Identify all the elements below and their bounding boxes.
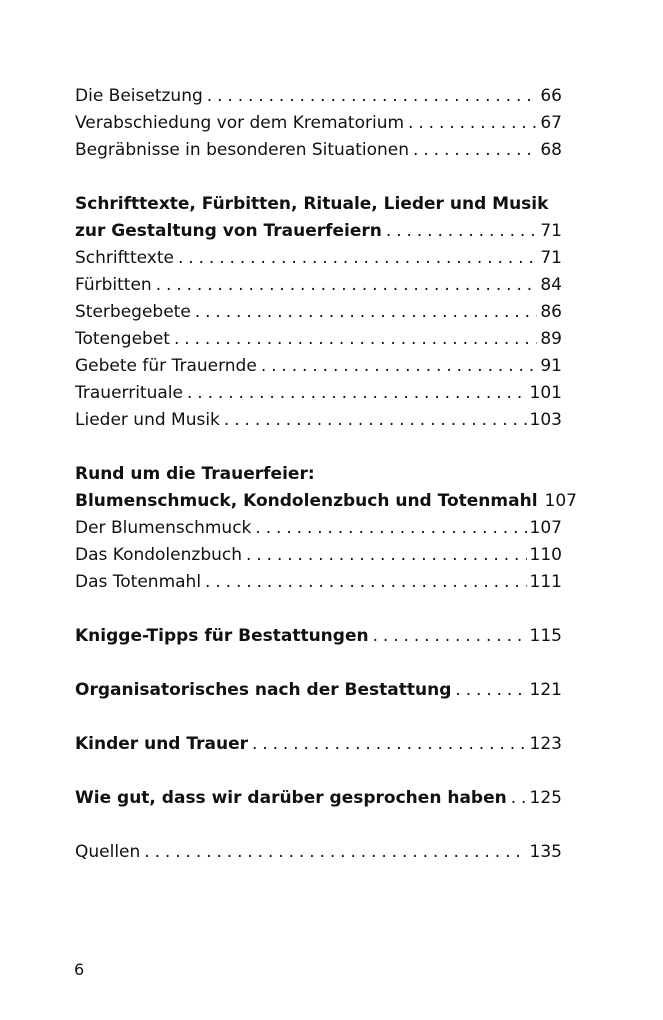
section-spacer xyxy=(75,434,562,461)
dot-leader xyxy=(174,326,537,353)
chapter-kinder-trauer[interactable] xyxy=(75,731,562,758)
toc-entry-beisetzung[interactable] xyxy=(75,83,562,110)
section-spacer xyxy=(75,596,562,623)
toc-entry-page: 68 xyxy=(540,140,562,160)
section-heading-text: Schrifttexte, Fürbitten, Rituale, Lieder und Musik xyxy=(75,194,549,214)
toc-entry-lieder-musik[interactable] xyxy=(75,407,562,434)
dot-leader xyxy=(246,542,527,569)
toc-entry-page: 67 xyxy=(540,113,562,133)
toc-entry-blumenschmuck[interactable] xyxy=(75,515,562,542)
toc-entry-page: 86 xyxy=(540,302,562,322)
toc-entry-page: 89 xyxy=(540,329,562,349)
dot-leader xyxy=(207,83,538,110)
dot-leader xyxy=(224,407,527,434)
toc-entry-title: Lieder und Musik xyxy=(75,410,220,430)
chapter-title: Wie gut, dass wir darüber gesprochen haben xyxy=(75,788,507,808)
toc-entry-kondolenzbuch[interactable] xyxy=(75,542,562,569)
chapter-page: 125 xyxy=(529,788,562,808)
dot-leader xyxy=(205,569,527,596)
toc-entry-verabschiedung[interactable] xyxy=(75,110,562,137)
chapter-title: Kinder und Trauer xyxy=(75,734,248,754)
toc-entry-page: 107 xyxy=(529,518,562,538)
toc-entry-page: 135 xyxy=(529,842,562,862)
toc-entry-page: 111 xyxy=(529,572,562,592)
dot-leader xyxy=(255,515,526,542)
section-heading-page: 71 xyxy=(540,221,562,241)
section-spacer xyxy=(75,758,562,785)
toc-entry-page: 66 xyxy=(540,86,562,106)
toc-entry-title: Verabschiedung vor dem Krematorium xyxy=(75,113,405,133)
dot-leader xyxy=(195,299,538,326)
dot-leader xyxy=(511,785,527,812)
toc-entry-page: 84 xyxy=(540,275,562,295)
toc-entry-title: Quellen xyxy=(75,842,141,862)
toc-entry-fuerbitten[interactable] xyxy=(75,272,562,299)
toc-entry-title: Schrifttexte xyxy=(75,248,174,268)
toc-entry-page: 110 xyxy=(529,545,562,565)
dot-leader xyxy=(144,839,526,866)
chapter-page: 123 xyxy=(529,734,562,754)
toc-entry-totenmahl[interactable] xyxy=(75,569,562,596)
toc-entry-title: Sterbegebete xyxy=(75,302,191,322)
dot-leader xyxy=(252,731,527,758)
toc-entry-title: Gebete für Trauernde xyxy=(75,356,257,376)
dot-leader xyxy=(408,110,537,137)
dot-leader xyxy=(261,353,538,380)
toc-entry-quellen[interactable] xyxy=(75,839,562,866)
chapter-page: 115 xyxy=(529,626,562,646)
section-heading-text: zur Gestaltung von Trauerfeiern xyxy=(75,221,382,241)
dot-leader xyxy=(187,380,527,407)
chapter-knigge[interactable] xyxy=(75,623,562,650)
dot-leader xyxy=(178,245,537,272)
table-of-contents xyxy=(75,83,577,866)
dot-leader xyxy=(386,218,537,245)
toc-entry-title: Das Kondolenzbuch xyxy=(75,545,243,565)
dot-leader xyxy=(455,677,526,704)
toc-entry-sterbegebete[interactable] xyxy=(75,299,562,326)
toc-entry-schrifttexte[interactable] xyxy=(75,245,562,272)
dot-leader xyxy=(373,623,527,650)
chapter-wie-gut[interactable] xyxy=(75,785,562,812)
dot-leader xyxy=(413,137,537,164)
section-spacer xyxy=(75,812,562,839)
toc-entry-begraebnisse[interactable] xyxy=(75,137,562,164)
section-spacer xyxy=(75,164,562,191)
section-heading-schrift-line2[interactable] xyxy=(75,218,562,245)
section-heading-schrift-line1[interactable] xyxy=(75,191,562,218)
toc-entry-title: Der Blumenschmuck xyxy=(75,518,252,538)
section-spacer xyxy=(75,704,562,731)
toc-entry-totengebet[interactable] xyxy=(75,326,562,353)
toc-entry-page: 71 xyxy=(540,248,562,268)
toc-entry-title: Trauerrituale xyxy=(75,383,183,403)
toc-entry-title: Fürbitten xyxy=(75,275,152,295)
section-heading-trauerfeier-line1[interactable] xyxy=(75,461,562,488)
page-number: 6 xyxy=(74,960,85,979)
toc-entry-page: 91 xyxy=(540,356,562,376)
chapter-page: 121 xyxy=(529,680,562,700)
chapter-title: Organisatorisches nach der Bestattung xyxy=(75,680,452,700)
section-heading-text: Blumenschmuck, Kondolenzbuch und Totenmahl xyxy=(75,491,538,511)
section-heading-page: 107 xyxy=(544,491,577,511)
section-spacer xyxy=(75,650,562,677)
toc-entry-gebete-trauernde[interactable] xyxy=(75,353,562,380)
toc-entry-title: Begräbnisse in besonderen Situationen xyxy=(75,140,410,160)
chapter-organisatorisches[interactable] xyxy=(75,677,562,704)
toc-entry-title: Totengebet xyxy=(75,329,170,349)
toc-entry-title: Die Beisetzung xyxy=(75,86,203,106)
chapter-title: Knigge-Tipps für Bestattungen xyxy=(75,626,369,646)
dot-leader xyxy=(156,272,538,299)
toc-entry-title: Das Totenmahl xyxy=(75,572,202,592)
toc-entry-trauerrituale[interactable] xyxy=(75,380,562,407)
toc-entry-page: 101 xyxy=(529,383,562,403)
toc-entry-page: 103 xyxy=(529,410,562,430)
section-heading-text: Rund um die Trauerfeier: xyxy=(75,464,315,484)
section-heading-trauerfeier-line2[interactable] xyxy=(75,488,577,515)
